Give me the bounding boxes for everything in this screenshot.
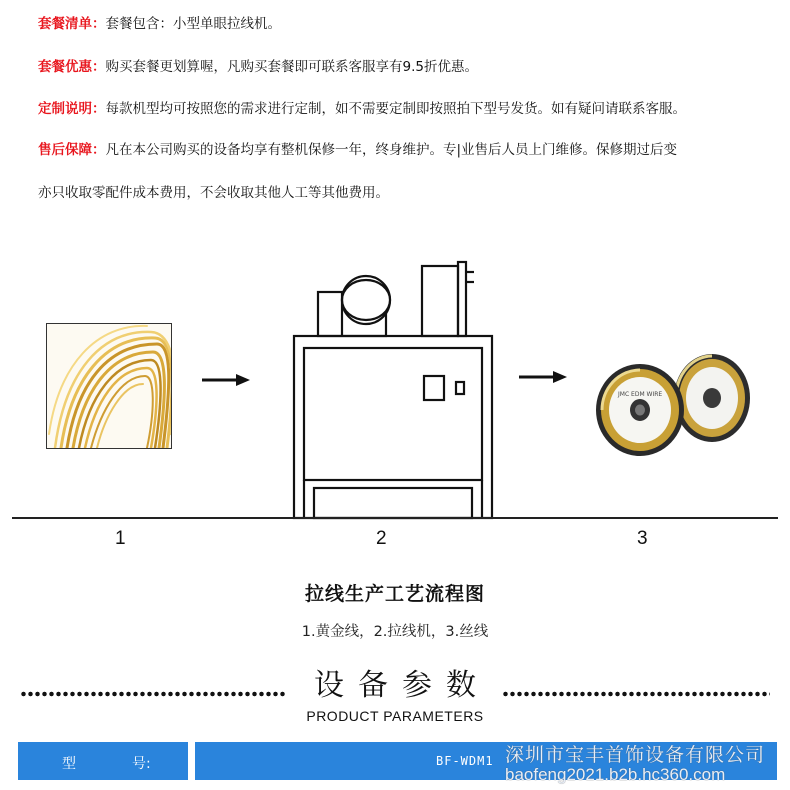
watermark-company: 深圳市宝丰首饰设备有限公司	[505, 744, 766, 766]
step-number: 1	[115, 528, 126, 549]
gold-wire-image	[46, 323, 172, 449]
ground-line	[12, 517, 778, 519]
info-text: 套餐包含：小型单眼拉线机。	[105, 16, 281, 32]
arrow-right-icon	[200, 373, 252, 387]
flow-chart-title: 拉线生产工艺流程图	[304, 583, 485, 605]
arrow-right-icon	[517, 370, 569, 384]
info-text: 凡在本公司购买的设备均享有整机保修一年，终身维护。专|业售后人员上门维修。保修期过后变	[105, 142, 678, 158]
info-label: 套餐清单：	[38, 16, 106, 32]
wire-drawing-machine-diagram	[288, 252, 498, 522]
info-label: 套餐优惠：	[38, 59, 106, 75]
info-line-customization	[38, 97, 686, 117]
wire-spool-icon	[674, 354, 750, 442]
info-line-after-sales-continued	[38, 181, 389, 201]
info-line-package	[38, 12, 281, 32]
params-subtitle: PRODUCT PARAMETERS	[306, 708, 484, 724]
spool-label: JMC EDM WIRE	[618, 391, 663, 398]
params-title: 设备参数	[314, 668, 490, 703]
table-label-cell	[18, 742, 188, 780]
info-label: 售后保障：	[38, 142, 106, 158]
wire-spool-icon	[596, 364, 684, 456]
info-line-discount	[38, 55, 478, 75]
info-text: 每款机型均可按照您的需求进行定制，如不需要定制即按照拍下型号发货。如有疑问请联系客服。	[105, 101, 686, 117]
step-number: 3	[637, 528, 648, 549]
model-value: BF-WDM1	[436, 754, 494, 768]
model-label: 型	[62, 756, 76, 772]
gold-wire-coil-icon	[47, 324, 171, 448]
step-number: 2	[376, 528, 387, 549]
info-text: 亦只收取零配件成本费用，不会收取其他人工等其他费用。	[38, 185, 389, 201]
watermark-site: baofeng2021.b2b.hc360.com	[505, 765, 726, 784]
info-text: 购买套餐更划算喔，凡购买套餐即可联系客服享有9.5折优惠。	[105, 59, 478, 75]
model-label: 号:	[132, 756, 151, 772]
wire-spools-image	[588, 348, 758, 458]
info-label: 定制说明：	[38, 101, 106, 117]
dotted-divider-right	[502, 690, 770, 698]
info-line-after-sales	[38, 138, 677, 158]
flow-chart-subtitle: 1.黄金线，2.拉线机，3.丝线	[301, 624, 489, 640]
